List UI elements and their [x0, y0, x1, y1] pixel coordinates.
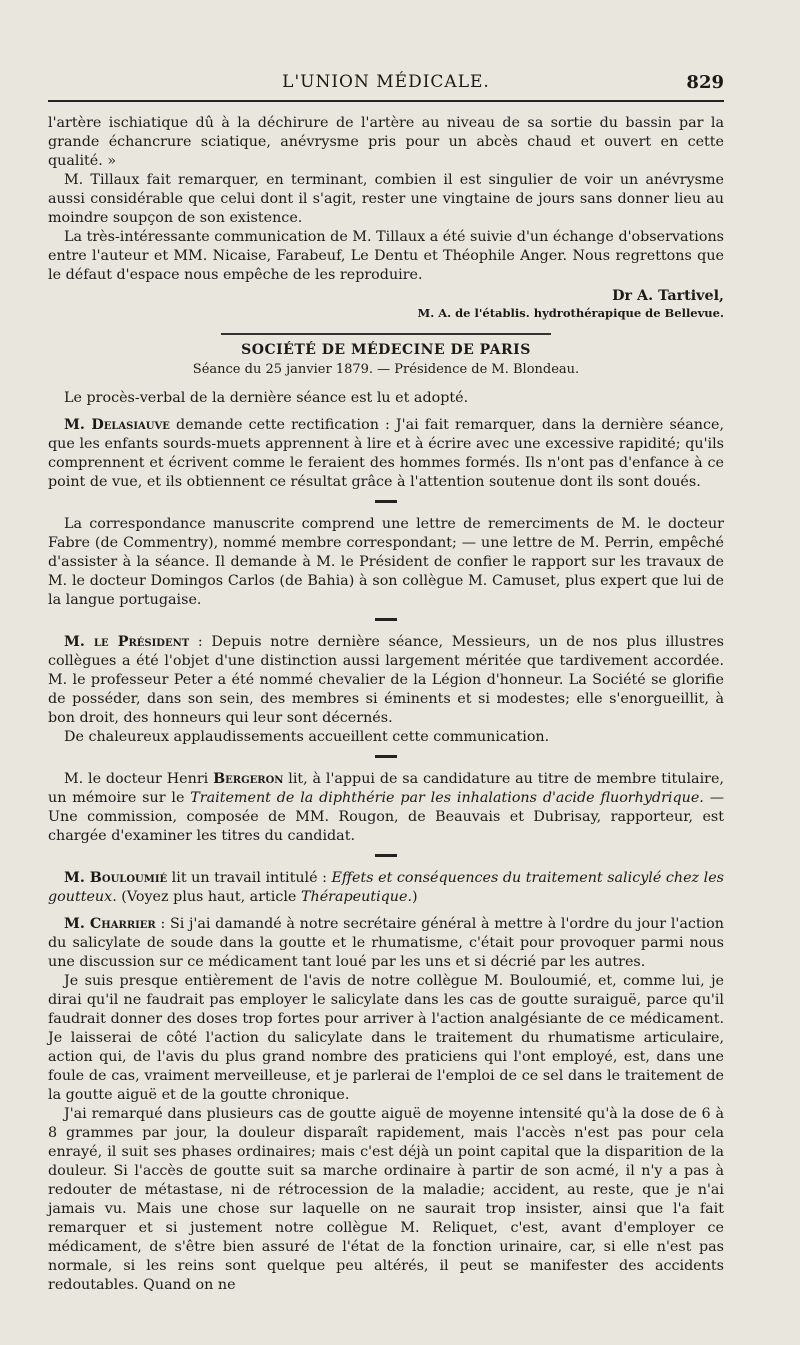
paragraph: La très-intéressante communication de M. Tillaux a été suivie d'un échange d'observations entre l'auteur et MM. Nicaise, Farabeuf, Le Dentu et Théophile Anger. Nous regrettons que le défaut d'espace nous empêche de les reproduire. [48, 229, 724, 283]
paragraph [48, 869, 724, 907]
paragraph-text: — Une commission, composée de MM. Rougon, de Beauvais et Dubrisay, rapporteur, est chargée d'examiner les titres du candidat. [48, 790, 724, 844]
page-header [48, 70, 724, 102]
separator-dash [375, 854, 397, 857]
speaker-name: M. Delasiauve [64, 417, 170, 433]
page-number: 829 [686, 72, 724, 93]
paragraph [48, 633, 724, 728]
section-title: SOCIÉTÉ DE MÉDECINE DE PARIS [241, 342, 531, 358]
signature-name: Dr A. Tartivel, [612, 288, 724, 304]
session-line: Séance du 25 janvier 1879. — Présidence de M. Blondeau. [192, 362, 580, 377]
work-title: Traitement de la diphthérie par les inhalations d'acide fluorhydrique. [190, 790, 704, 806]
article-reference: Thérapeutique. [300, 889, 413, 905]
paragraph: De chaleureux applaudissements accueillent cette communication. [64, 729, 550, 745]
paragraph-text: demande cette rectification : J'ai fait remarquer, dans la dernière séance, que les enfants sourds-muets apprennent à lire et à écrire avec une excessive rapidité; qu'ils comprennent et écrivent comme le feraient des hommes formés. Ils n'ont pas d'enfance à ce point de vue, et ils obtiennent ce résultat grâce à l'attention soutenue dont ils sont doués. [48, 417, 724, 490]
paragraph-text: : Depuis notre dernière séance, Messieurs, un de nos plus illustres collègues a été l'objet d'une distinction aussi largement méritée que tardivement accordée. M. le professeur Peter a été nommé chevalier de la Légion d'honneur. La Société se glorifie de posséder, dans son sein, des membres si éminents et si modestes; elle s'enorgueillit, à bon droit, des honneurs qui leur sont décernés. [48, 634, 724, 726]
paragraph [48, 416, 724, 492]
paragraph: La correspondance manuscrite comprend une lettre de remerciments de M. le docteur Fabre (de Commentry), nommé membre correspondant; — une lettre de M. Perrin, empêché d'assister à la séance. Il demande à M. le Président de confier le rapport sur les travaux de M. le docteur Domingos Carlos (de Bahia) à son collègue M. Camuset, plus expert que lui de la langue portugaise. [48, 516, 724, 608]
section-rule [221, 333, 551, 335]
separator-dash [375, 618, 397, 621]
paragraph: l'artère ischiatique dû à la déchirure de l'artère au niveau de sa sortie du bassin par la grande échancrure sciatique, anévrysme pris pour un abcès chaud et ouvert en cette qualité. » [48, 115, 724, 169]
paragraph-text: lit, à l'appui de sa candidature au titre de membre titulaire, un mémoire sur le [48, 771, 724, 806]
page-body [48, 114, 724, 1295]
paragraph-text: ) [412, 889, 418, 905]
paragraph: M. Tillaux fait remarquer, en terminant, combien il est singulier de voir un anévrysme aussi considérable que celui dont il s'agit, rester une vingtaine de jours sans donner lieu au moindre soupçon de son existence. [48, 172, 724, 226]
separator-dash [375, 755, 397, 758]
work-title: Effets et conséquences du traitement salicylé chez les goutteux. [48, 870, 724, 905]
paragraph-text: : Si j'ai damandé à notre secrétaire général à mettre à l'ordre du jour l'action du salicylate de soude dans la goutte et le rhumatisme, c'était pour provoquer parmi nous une discussion sur ce médicament tant loué par les uns et si décrié par les autres. [48, 916, 724, 970]
speaker-name: M. Charrier [64, 916, 156, 932]
paragraph-text: (Voyez plus haut, article [116, 889, 301, 905]
signature-affiliation: M. A. de l'établis. hydrothérapique de Bellevue. [417, 306, 724, 320]
separator-dash [375, 500, 397, 503]
paragraph [48, 770, 724, 846]
paragraph: J'ai remarqué dans plusieurs cas de goutte aiguë de moyenne intensité qu'à la dose de 6 à 8 grammes par jour, la douleur disparaît rapidement, mais l'accès n'est pas pour cela enrayé, il suit ses phases ordinaires; mais c'est déjà un point capital que la disparition de la douleur. Si l'accès de goutte suit sa marche ordinaire à partir de son acmé, il n'y a pas à redouter de métastase, ni de rétrocession de la maladie; accident, au reste, que je n'ai jamais vu. Mais une chose sur laquelle on ne saurait trop insister, ainsi que l'a fait remarquer et si justement notre collègue M. Reliquet, c'est, avant d'employer ce médicament, de s'être bien assuré de l'état de la fonction urinaire, car, si elle n'est pas normale, si les reins sont quelque peu altérés, il peut se manifester des accidents redoutables. Quand on ne [48, 1106, 724, 1293]
paragraph: Le procès-verbal de la dernière séance est lu et adopté. [64, 390, 469, 406]
paragraph-text: M. le docteur Henri [64, 771, 214, 787]
paragraph [48, 915, 724, 972]
speaker-name: M. Bouloumié [64, 870, 168, 886]
speaker-name: M. le Président [64, 634, 190, 650]
paragraph: Je suis presque entièrement de l'avis de notre collègue M. Bouloumié, et, comme lui, je dirai qu'il ne faudrait pas employer le salicylate dans les cas de goutte suraiguë, parce qu'il faudrait donner des doses trop fortes pour arriver à l'action analgésiante de ce médicament. Je laisserai de côté l'action du salicylate dans le traitement du rhumatisme articulaire, action qui, de l'avis du plus grand nombre des praticiens qui l'ont employé, est, dans une foule de cas, vraiment merveilleuse, et je parlerai de l'emploi de ce sel dans le traitement de la goutte aiguë et de la goutte chronique. [48, 973, 724, 1103]
speaker-name: Bergeron [213, 771, 284, 787]
paragraph-text: lit un travail intitulé : [167, 870, 332, 886]
running-title: L'UNION MÉDICALE. [282, 72, 490, 92]
